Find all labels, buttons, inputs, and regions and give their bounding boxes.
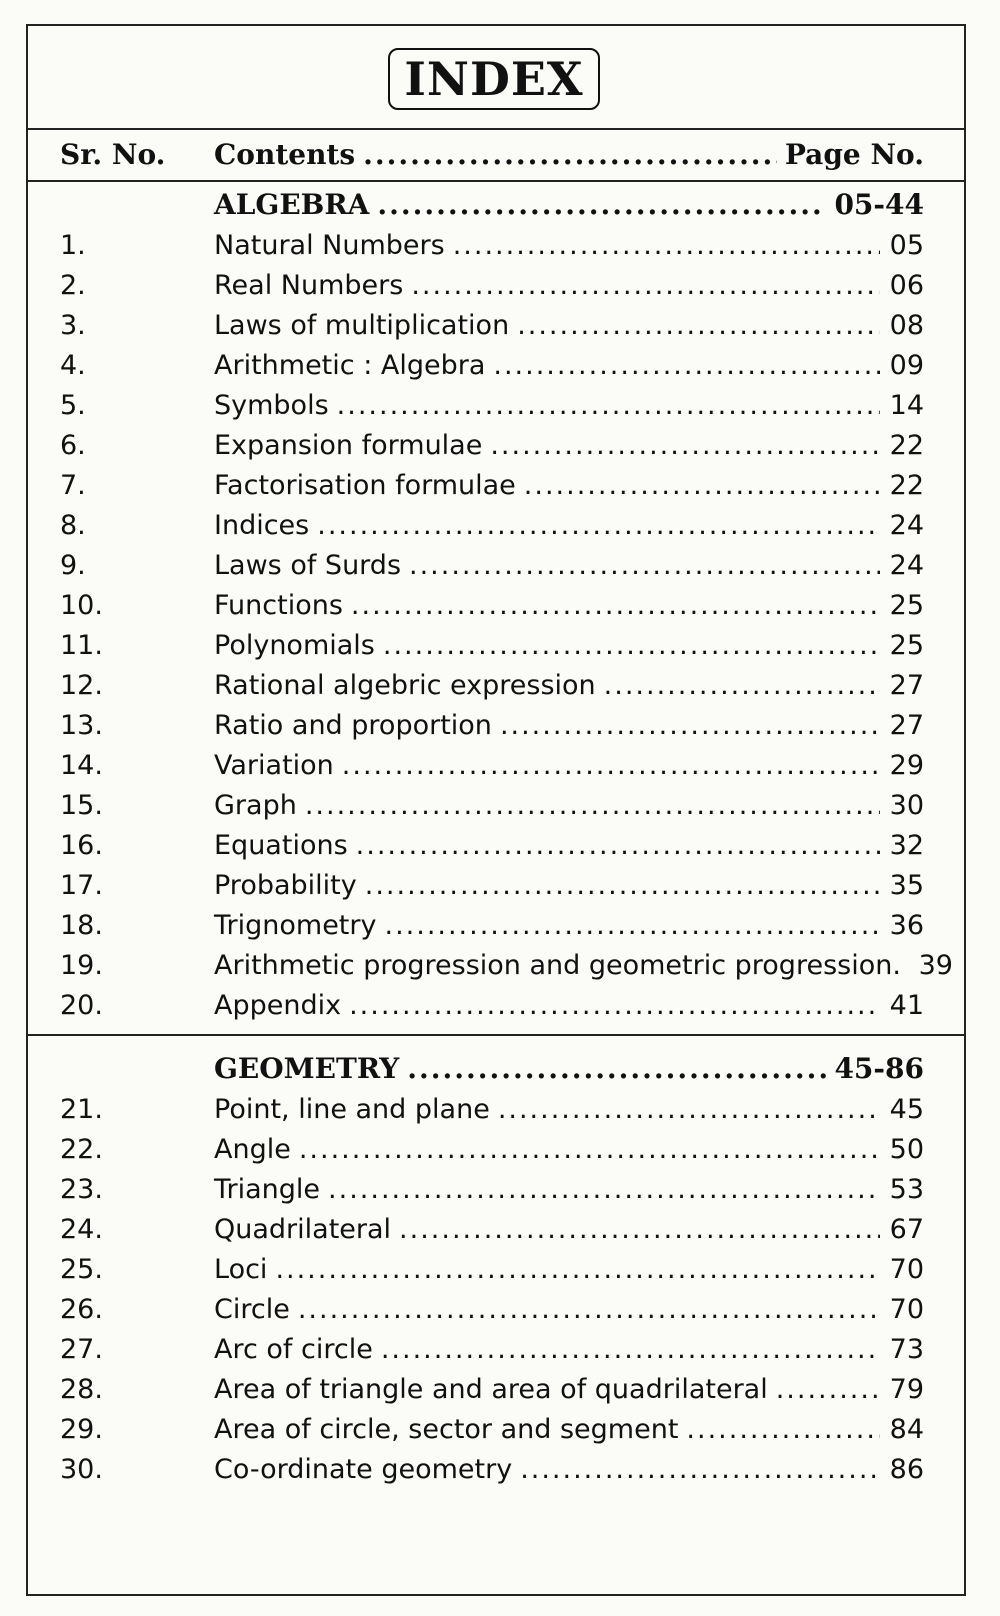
entry-title: Equations <box>214 830 348 861</box>
entry-number: 15. <box>60 790 103 821</box>
entry-page: 14 <box>889 390 924 421</box>
entry-title: Laws of multiplication <box>214 310 510 341</box>
entry-number: 4. <box>60 350 86 381</box>
index-entry <box>28 1332 964 1372</box>
index-entry <box>28 1452 964 1492</box>
entry-title: Polynomials <box>214 630 375 661</box>
entry-title: Laws of Surds <box>214 550 402 581</box>
entry-page: 05 <box>889 230 924 261</box>
entry-number: 21. <box>60 1094 103 1125</box>
entry-title: Real Numbers <box>214 270 404 301</box>
index-entry <box>28 428 964 468</box>
index-entry <box>28 988 964 1028</box>
entry-title: Triangle <box>214 1174 321 1205</box>
entry-number: 9. <box>60 550 86 581</box>
index-entry <box>28 548 964 588</box>
index-frame <box>26 24 966 1596</box>
entry-number: 29. <box>60 1414 103 1445</box>
entry-title: Symbols <box>214 390 329 421</box>
entry-title: Functions <box>214 590 343 621</box>
entry-page: 36 <box>889 910 924 941</box>
entry-page: 79 <box>889 1374 924 1405</box>
entry-page: 70 <box>889 1294 924 1325</box>
leader-dots <box>275 1254 880 1285</box>
index-entry <box>28 1132 964 1172</box>
index-entry <box>28 588 964 628</box>
entry-page: 25 <box>889 590 924 621</box>
entry-number: 26. <box>60 1294 103 1325</box>
entry-number: 8. <box>60 510 86 541</box>
leader-dots <box>381 1334 880 1365</box>
entry-page: 30 <box>889 790 924 821</box>
entry-number: 16. <box>60 830 103 861</box>
entry-number: 11. <box>60 630 103 661</box>
entry-page: 73 <box>889 1334 924 1365</box>
entry-page: 27 <box>889 670 924 701</box>
index-title: INDEX <box>388 48 600 110</box>
section-name: ALGEBRA <box>214 188 370 221</box>
leader-dots <box>493 350 880 381</box>
leader-dots <box>342 750 880 781</box>
leader-dots <box>604 670 880 701</box>
leader-dots <box>453 230 880 261</box>
entry-number: 7. <box>60 470 86 501</box>
entry-number: 23. <box>60 1174 103 1205</box>
entry-title: Quadrilateral <box>214 1214 392 1245</box>
entry-title: Factorisation formulae <box>214 470 516 501</box>
leader-dots <box>524 470 880 501</box>
entry-title: Area of circle, sector and segment <box>214 1414 679 1445</box>
leader-dots <box>349 990 880 1021</box>
entry-number: 22. <box>60 1134 103 1165</box>
leader-dots <box>356 830 880 861</box>
leader-dots <box>520 1454 880 1485</box>
entry-title: Angle <box>214 1134 291 1165</box>
entry-number: 24. <box>60 1214 103 1245</box>
leader-dots <box>351 590 880 621</box>
entry-page: 41 <box>889 990 924 1021</box>
index-entry <box>28 1172 964 1212</box>
entry-title: Arithmetic : Algebra <box>214 350 486 381</box>
leader-dots <box>409 550 880 581</box>
section-heading-geometry <box>28 1050 964 1094</box>
entry-number: 1. <box>60 230 86 261</box>
entry-title: Graph <box>214 790 297 821</box>
index-entry <box>28 308 964 348</box>
entry-title: Trignometry <box>214 910 377 941</box>
entry-page: 35 <box>889 870 924 901</box>
leader-dots <box>498 1094 880 1125</box>
entry-page: 24 <box>889 510 924 541</box>
entry-title: Circle <box>214 1294 290 1325</box>
index-entry <box>28 668 964 708</box>
title-area <box>28 26 964 130</box>
index-entry <box>28 228 964 268</box>
section-heading-algebra <box>28 186 964 230</box>
index-entry <box>28 628 964 668</box>
entry-title: Expansion formulae <box>214 430 483 461</box>
entry-page: 09 <box>889 350 924 381</box>
entry-title: Area of triangle and area of quadrilateral <box>214 1374 768 1405</box>
index-entry <box>28 748 964 788</box>
index-entry <box>28 468 964 508</box>
leader-dots <box>384 910 880 941</box>
section-divider <box>28 1034 964 1036</box>
header-divider <box>28 180 964 182</box>
leader-dots <box>365 870 880 901</box>
entry-number: 17. <box>60 870 103 901</box>
entry-page: 45 <box>889 1094 924 1125</box>
entry-number: 12. <box>60 670 103 701</box>
header-contents: Contents <box>214 138 356 171</box>
index-entry <box>28 948 964 988</box>
entry-title: Co-ordinate geometry <box>214 1454 513 1485</box>
entry-number: 6. <box>60 430 86 461</box>
index-entry <box>28 348 964 388</box>
index-entry <box>28 388 964 428</box>
leader-dots <box>776 1374 880 1405</box>
index-entry <box>28 1292 964 1332</box>
entry-page: 24 <box>889 550 924 581</box>
entry-title: Variation <box>214 750 334 781</box>
entry-number: 19. <box>60 950 103 981</box>
entry-page: 29 <box>889 750 924 781</box>
section-pages: 45-86 <box>834 1052 924 1085</box>
entry-page: 22 <box>889 470 924 501</box>
leader-dots <box>686 1414 880 1445</box>
leader-dots <box>305 790 880 821</box>
entry-title: Rational algebric expression <box>214 670 596 701</box>
entry-number: 3. <box>60 310 86 341</box>
index-entry <box>28 1412 964 1452</box>
entry-title: Ratio and proportion <box>214 710 492 741</box>
entry-number: 27. <box>60 1334 103 1365</box>
entry-number: 2. <box>60 270 86 301</box>
entry-title: Arc of circle <box>214 1334 373 1365</box>
leader-dots <box>337 390 880 421</box>
entry-page: 50 <box>889 1134 924 1165</box>
entry-page: 86 <box>889 1454 924 1485</box>
entry-title: Arithmetic progression and geometric progression. <box>214 950 901 981</box>
section-name: GEOMETRY <box>214 1052 400 1085</box>
entry-page: 53 <box>889 1174 924 1205</box>
leader-dots <box>328 1174 880 1205</box>
leader-dots <box>299 1134 880 1165</box>
leader-dots <box>407 1052 826 1085</box>
entry-number: 10. <box>60 590 103 621</box>
index-entry <box>28 868 964 908</box>
entry-title: Point, line and plane <box>214 1094 490 1125</box>
index-entry <box>28 788 964 828</box>
entry-title: Natural Numbers <box>214 230 445 261</box>
entry-page: 84 <box>889 1414 924 1445</box>
leader-dots <box>411 270 880 301</box>
index-entry <box>28 708 964 748</box>
index-entry <box>28 508 964 548</box>
leader-dots <box>317 510 880 541</box>
leader-dots <box>517 310 880 341</box>
table-header <box>28 130 964 182</box>
entry-number: 30. <box>60 1454 103 1485</box>
index-entry <box>28 1092 964 1132</box>
leader-dots <box>490 430 880 461</box>
section-pages: 05-44 <box>834 188 924 221</box>
entry-page: 39 <box>918 950 953 981</box>
entry-number: 18. <box>60 910 103 941</box>
entry-number: 28. <box>60 1374 103 1405</box>
leader-dots <box>363 138 777 171</box>
entry-page: 67 <box>889 1214 924 1245</box>
entry-page: 32 <box>889 830 924 861</box>
leader-dots <box>399 1214 880 1245</box>
index-entry <box>28 1212 964 1252</box>
entry-page: 25 <box>889 630 924 661</box>
entry-title: Probability <box>214 870 357 901</box>
entry-number: 14. <box>60 750 103 781</box>
index-entry <box>28 268 964 308</box>
leader-dots <box>500 710 880 741</box>
index-entry <box>28 1252 964 1292</box>
entry-page: 08 <box>889 310 924 341</box>
header-sr-no: Sr. No. <box>60 138 166 171</box>
entry-title: Loci <box>214 1254 268 1285</box>
entry-page: 70 <box>889 1254 924 1285</box>
entry-page: 06 <box>889 270 924 301</box>
leader-dots <box>377 188 826 221</box>
header-page-no: Page No. <box>784 138 924 171</box>
leader-dots <box>298 1294 880 1325</box>
entry-title: Indices <box>214 510 310 541</box>
entry-page: 27 <box>889 710 924 741</box>
entry-title: Appendix <box>214 990 342 1021</box>
entry-number: 13. <box>60 710 103 741</box>
entry-number: 20. <box>60 990 103 1021</box>
leader-dots <box>383 630 880 661</box>
entry-number: 5. <box>60 390 86 421</box>
entry-page: 22 <box>889 430 924 461</box>
index-entry <box>28 1372 964 1412</box>
index-entry <box>28 908 964 948</box>
index-entry <box>28 828 964 868</box>
entry-number: 25. <box>60 1254 103 1285</box>
